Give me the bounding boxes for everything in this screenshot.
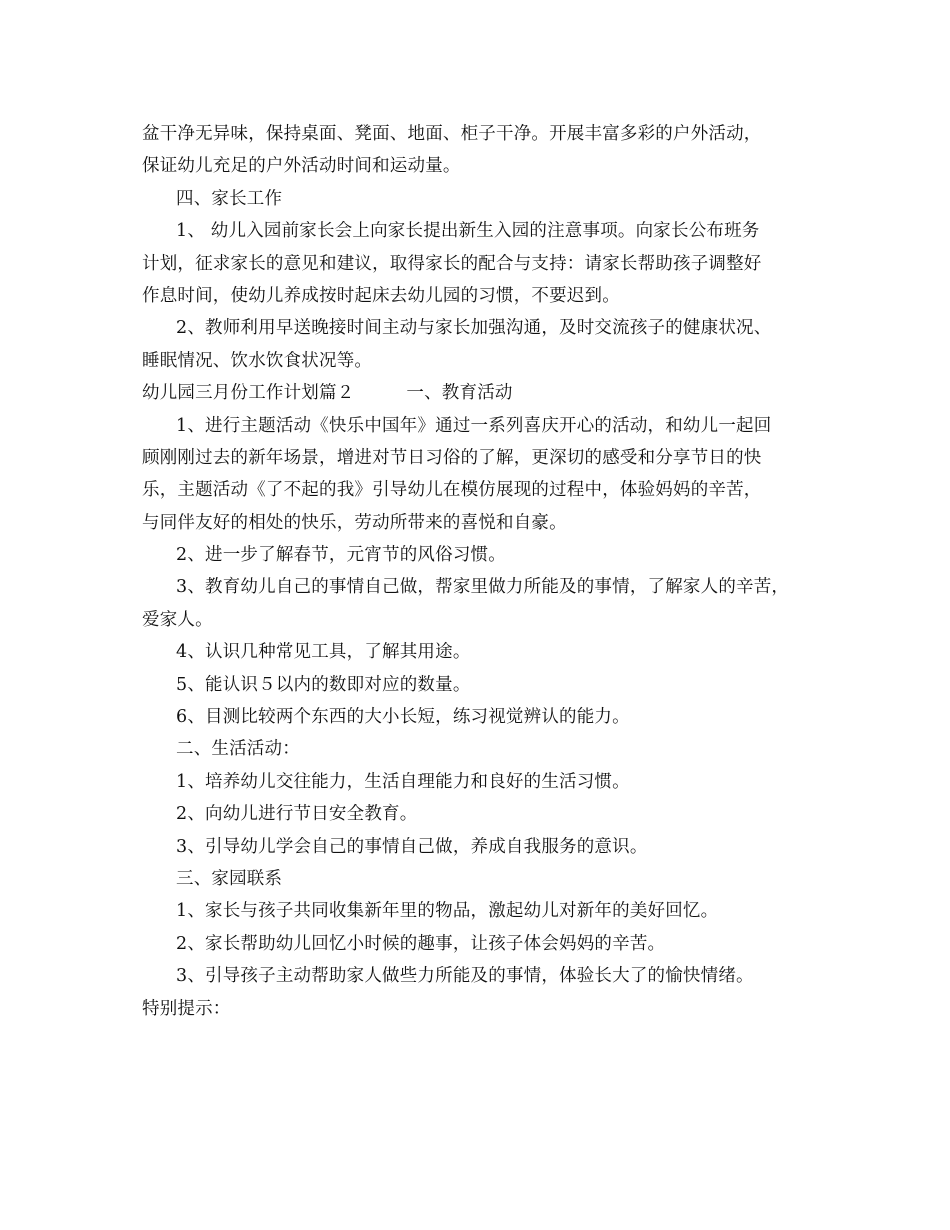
section-heading: 三、家园联系 bbox=[176, 868, 283, 889]
text-line: 2、教师利用早送晚接时间主动与家长加强沟通，及时交流孩子的健康状况、 bbox=[176, 318, 772, 339]
text-line: 6、目测比较两个东西的大小长短，练习视觉辨认的能力。 bbox=[176, 707, 630, 728]
text-line: 睡眠情况、饮水饮食状况等。 bbox=[142, 350, 373, 371]
document-title-line bbox=[142, 377, 822, 409]
section-heading: 一、教育活动 bbox=[406, 383, 513, 404]
text-line: 1、家长与孩子共同收集新年里的物品，激起幼儿对新年的美好回忆。 bbox=[176, 901, 719, 922]
special-note-label: 特别提示： bbox=[142, 998, 231, 1019]
text-line: 2、向幼儿进行节日安全教育。 bbox=[176, 804, 418, 825]
document-body bbox=[142, 118, 822, 1025]
text-line: 5、能认识５以内的数即对应的数量。 bbox=[176, 674, 471, 695]
text-line: 3、教育幼儿自己的事情自己做，帮家里做力所能及的事情，了解家人的辛苦， bbox=[176, 577, 790, 598]
text-line: 1、进行主题活动《快乐中国年》通过一系列喜庆开心的活动，和幼儿一起回 bbox=[176, 415, 772, 436]
text-line: 计划，征求家长的意见和建议，取得家长的配合与支持：请家长帮助孩子调整好 bbox=[142, 253, 762, 274]
text-line: 2、家长帮助幼儿回忆小时候的趣事，让孩子体会妈妈的辛苦。 bbox=[176, 933, 666, 954]
text-line: 4、认识几种常见工具，了解其用途。 bbox=[176, 642, 471, 663]
section-heading: 四、家长工作 bbox=[176, 188, 283, 209]
text-line: 1、培养幼儿交往能力，生活自理能力和良好的生活习惯。 bbox=[176, 771, 630, 792]
text-line: 1、 幼儿入园前家长会上向家长提出新生入园的注意事项。向家长公布班务 bbox=[176, 221, 760, 242]
text-line: 3、引导幼儿学会自己的事情自己做，养成自我服务的意识。 bbox=[176, 836, 648, 857]
text-line: 保证幼儿充足的户外活动时间和运动量。 bbox=[142, 156, 461, 177]
text-line: 2、进一步了解春节，元宵节的风俗习惯。 bbox=[176, 545, 506, 566]
text-line: 与同伴友好的相处的快乐，劳动所带来的喜悦和自豪。 bbox=[142, 512, 567, 533]
document-title: 幼儿园三月份工作计划篇２ bbox=[142, 383, 355, 404]
text-line: 乐，主题活动《了不起的我》引导幼儿在模仿展现的过程中，体验妈妈的辛苦， bbox=[142, 480, 762, 501]
text-line: 3、引导孩子主动帮助家人做些力所能及的事情，体验长大了的愉快情绪。 bbox=[176, 966, 754, 987]
text-line: 爱家人。 bbox=[142, 609, 213, 630]
text-line: 盆干净无异味，保持桌面、凳面、地面、柜子干净。开展丰富多彩的户外活动， bbox=[142, 124, 762, 144]
text-line: 作息时间，使幼儿养成按时起床去幼儿园的习惯，不要迟到。 bbox=[142, 285, 620, 306]
text-line: 顾刚刚过去的新年场景，增进对节日习俗的了解，更深切的感受和分享节日的快 bbox=[142, 447, 762, 468]
section-heading: 二、生活活动： bbox=[176, 739, 300, 760]
